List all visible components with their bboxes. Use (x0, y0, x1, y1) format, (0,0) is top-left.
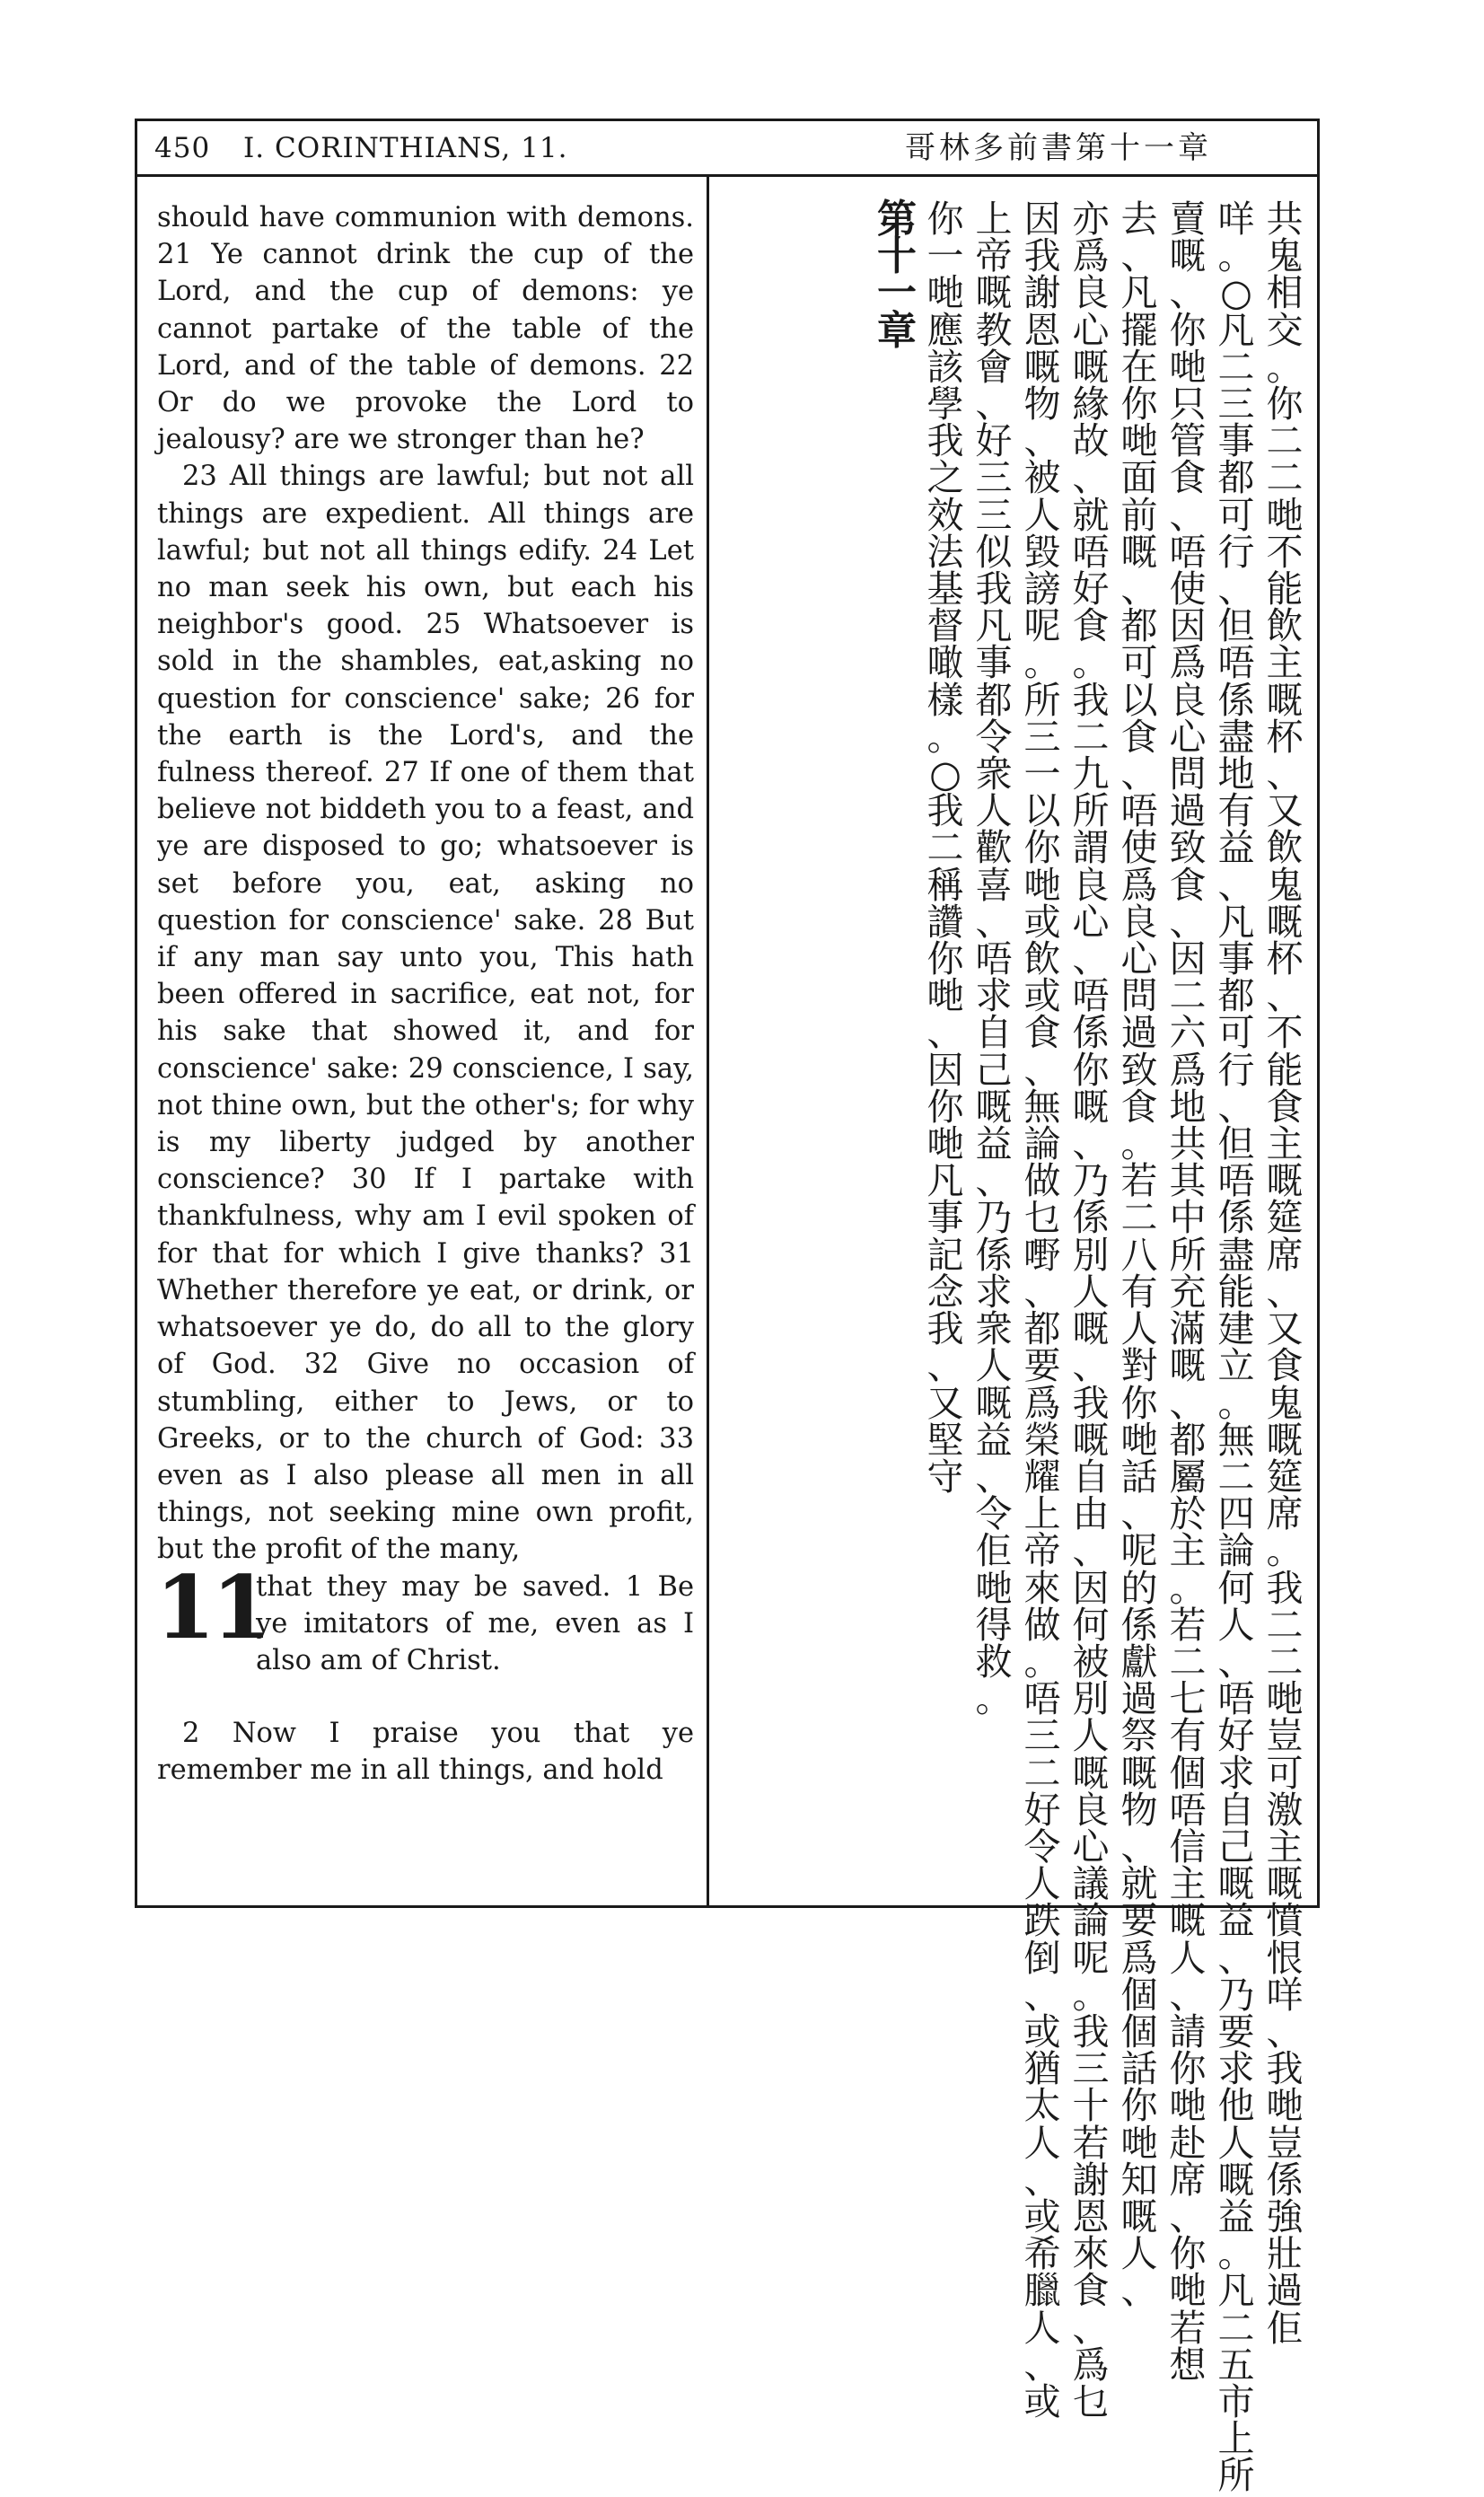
column-divider (707, 174, 709, 1908)
english-paragraph: should have communion with demons. 21 Ye cannot drink the cup of the Lord, and the cup of demons: ye cannot partake of the table of the Lord, and of the table of demons. 22 Or do we provoke the Lord to jealousy? are we stronger than he? (157, 202, 694, 456)
chapter-heading-zh: 第 十 一 章 (877, 197, 917, 354)
top-rule (135, 119, 1320, 121)
english-paragraph: 2 Now I praise you that ye remember me in all things, and hold (157, 1718, 694, 1787)
chinese-text-line: 去 、 凡 擺 在 你 哋 面 前 嘅 、 都 可 以 食 、 唔 使 爲 良 心 問 過 致 食 。 若 二 八 有 人 對 你 哋 話 、 呢 的 係 獻 過 祭 嘅 物 、 就 要 爲 個 個 話 你 哋 知 嘅 人 、 (1120, 198, 1158, 2313)
running-head-en (154, 126, 567, 171)
chinese-text-line: 賣 嘅 、 你 哋 只 管 食 、 唔 使 因 爲 良 心 問 過 致 食 、 因 二 六 爲 地 共 其 中 所 充 滿 嘅 、 都 屬 於 主 。 若 二 七 有 個 唔 信 主 嘅 人 、 請 你 哋 赴 席 、 你 哋 若 想 (1169, 198, 1207, 2387)
english-paragraph: that they may be saved. 1 Be ye imitators of me, even as I also am of Christ. (256, 1570, 694, 1676)
chinese-text-line: 你 一 哋 應 該 學 我 之 效 法 基 督 噉 樣 。 ○ 我 二 稱 讚 你 哋 、 因 你 哋 凡 事 記 念 我 、 又 堅 守 (926, 198, 964, 1499)
page (135, 119, 1320, 2497)
english-paragraph: 23 All things are lawful; but not all things are expedient. All things are lawful; but not all things edify. 24 Let no man seek his own, but each his neighbor's good. 25 Whatsoever is sold in the shambles, eat,asking no question for conscience' sake; 26 for the earth is the Lord's, and the fulness thereof. 27 If one of them that believe not biddeth you to a feast, and ye are disposed to go; whatsoever is set before you, eat, asking no question for conscience' sake. 28 But if any man say unto you, This hath been offered in sacrifice, eat not, for his sake that showed it, and for conscience' sake: 29 conscience, I say, not thine own, but the other's; for why is my liberty judged by another conscience? 30 If I partake with thankfulness, why am I evil spoken of for that for which I give thanks? 31 Whether therefore ye eat, or drink, or whatsoever ye do, do all to the glory of God. 32 Give no occasion of stumbling, either to Jews, or to Greeks, or to the church of God: 33 even as I also please all men in all things, not seeking mine own profit, but the profit of the many, (157, 461, 694, 1566)
left-rule (135, 119, 137, 1908)
chinese-text-line: 共 鬼 相 交 。 你 二 二 哋 不 能 飲 主 嘅 杯 、 又 飲 鬼 嘅 杯 、 不 能 食 主 嘅 筵 席 、 又 食 鬼 嘅 筵 席 。 我 二 二 哋 豈 可 激 主 嘅 憤 恨 咩 、 我 哋 豈 係 強 壯 過 佢 (1266, 198, 1304, 2350)
chapter-start (155, 1556, 694, 1680)
chinese-text-line: 因 我 謝 恩 嘅 物 、 被 人 毀 謗 呢 。 所 三 一 以 你 哋 或 飲 或 食 、 無 論 做 乜 嘢 、 都 要 爲 榮 耀 上 帝 來 做 。 唔 三 二 好 令 人 跌 倒 、 或 猶 太 人 、 或 希 臘 人 、 或 (1023, 198, 1061, 2423)
page-number: 450 (154, 132, 211, 164)
chapter-number: 11 (155, 1556, 268, 1658)
running-head-zh: 哥林多前書第十一章 (905, 130, 1212, 166)
english-text-column (157, 199, 694, 1789)
header-rule (135, 174, 1320, 177)
chinese-text-line: 上 帝 嘅 教 會 、 好 三 三 似 我 凡 事 都 令 衆 人 歡 喜 、 唔 求 自 己 嘅 益 、 乃 係 求 衆 人 嘅 益 、 令 佢 哋 得 救 。 (975, 198, 1013, 1721)
chinese-text-line: 咩 。 ○ 凡 二 三 事 都 可 行 、 但 唔 係 盡 地 有 益 、 凡 事 都 可 行 、 但 唔 係 盡 能 建 立 。 無 二 四 論 何 人 、 唔 好 求 自 己 嘅 益 、 乃 要 求 他 人 嘅 益 。 凡 二 五 市 上 所 (1217, 198, 1255, 2497)
book-chapter-title: I. CORINTHIANS, 11. (243, 132, 568, 164)
chinese-text-line: 亦 爲 良 心 嘅 緣 故 、 就 唔 好 食 。 我 二 九 所 謂 良 心 、 唔 係 你 嘅 、 乃 係 別 人 嘅 、 我 嘅 自 由 、 因 何 被 別 人 嘅 良 心 議 論 呢 。 我 三 十 若 謝 恩 來 食 、 爲 乜 (1072, 198, 1110, 2423)
right-rule (1317, 119, 1320, 1908)
chinese-text-column (718, 197, 1311, 2497)
